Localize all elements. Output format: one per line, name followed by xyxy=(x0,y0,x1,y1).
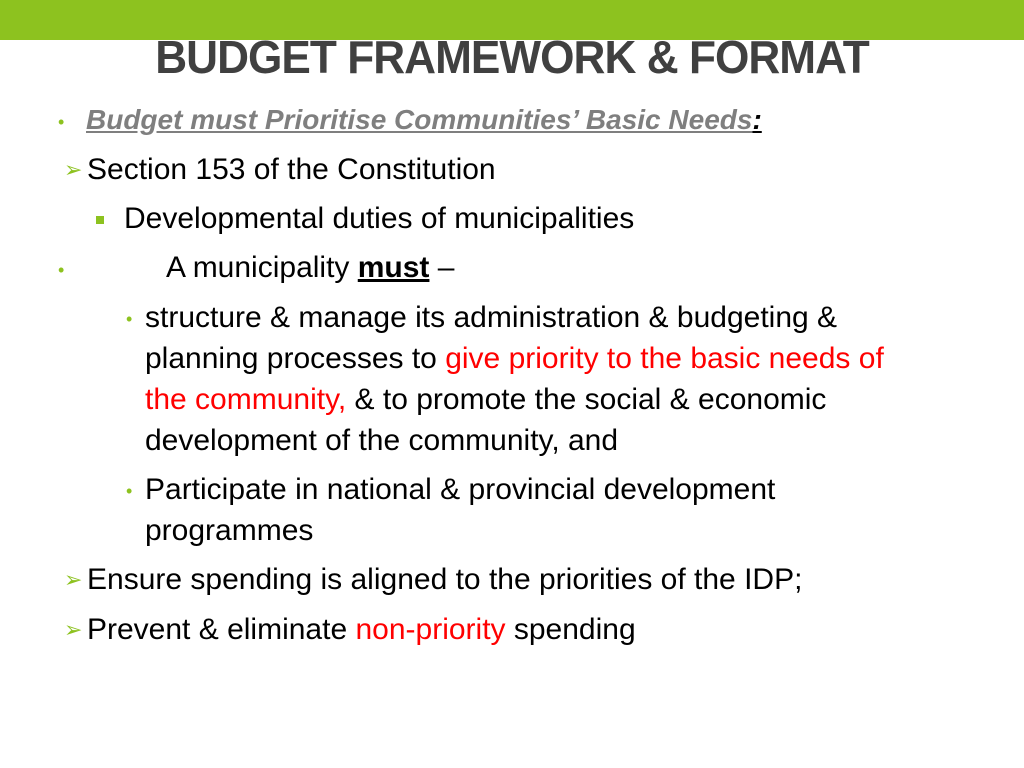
ensure-spending-line: Ensure spending is aligned to the priorities of the IDP; xyxy=(87,563,803,596)
municipality-line xyxy=(166,248,454,288)
structure-line-3b: & to promote the social & economic xyxy=(346,383,827,416)
developmental-duties-line: Developmental duties of municipalities xyxy=(124,202,635,235)
structure-line-2 xyxy=(145,339,884,379)
arrow-bullet-icon: ➢ xyxy=(64,157,83,182)
participate-line-1: Participate in national & provincial development xyxy=(145,473,776,506)
structure-line-3a: the community, xyxy=(145,383,347,416)
arrow-bullet-icon: ➢ xyxy=(64,617,83,642)
participate-line-2: programmes xyxy=(145,514,314,547)
bullet-dot-icon: • xyxy=(58,112,65,132)
heading-bullet xyxy=(86,100,762,140)
arrow-bullet-icon: ➢ xyxy=(64,567,83,592)
bullet-dot-icon: • xyxy=(58,260,65,280)
structure-line-4: development of the community, and xyxy=(145,424,619,457)
bullet-dot-icon: • xyxy=(126,309,133,329)
prevent-line xyxy=(87,610,636,650)
structure-line-2b: give priority to the basic needs of xyxy=(445,342,884,375)
heading-bullet-colon: : xyxy=(752,104,762,135)
municipality-must: must xyxy=(357,251,430,284)
prevent-a: Prevent & eliminate xyxy=(87,613,356,646)
section-153-line: Section 153 of the Constitution xyxy=(87,153,496,186)
structure-line-3 xyxy=(145,380,826,420)
municipality-tail: – xyxy=(429,251,455,284)
structure-line-2a: planning processes to xyxy=(145,342,446,375)
prevent-c: spending xyxy=(505,613,636,646)
structure-line-1: structure & manage its administration & budgeting & xyxy=(145,301,838,334)
bullet-dot-icon: • xyxy=(126,481,133,501)
heading-bullet-text: Budget must Prioritise Communities’ Basic Needs xyxy=(86,104,753,135)
prevent-b: non-priority xyxy=(355,613,506,646)
slide-title: BUDGET FRAMEWORK & FORMAT xyxy=(155,31,869,83)
square-bullet-icon xyxy=(96,216,104,224)
municipality-lead: A municipality xyxy=(166,251,358,284)
